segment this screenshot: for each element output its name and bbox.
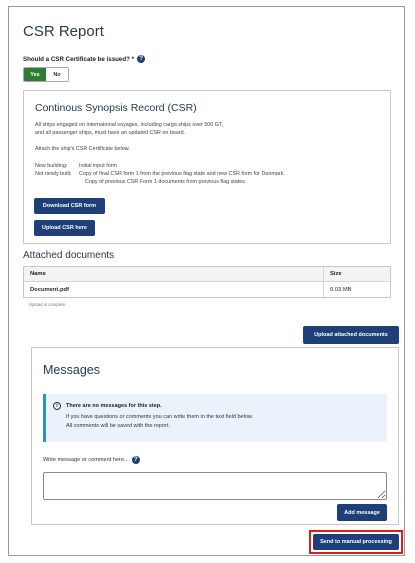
document-name[interactable]: Document.pdf xyxy=(24,282,324,297)
toggle-no-button[interactable]: No xyxy=(46,68,68,81)
certificate-question-label: Should a CSR Certificate be issued? * xyxy=(23,55,135,63)
question-circle-icon[interactable]: ? xyxy=(132,456,140,464)
no-messages-alert xyxy=(43,394,387,442)
info-circle-icon: i xyxy=(53,402,61,410)
csr-intro-line-1: All ships engaged on international voyages, including cargo ships over 500 GT, xyxy=(35,122,224,128)
not-newly-built-value-2: Copy of previous CSR Form 1 documents from previous flag states. xyxy=(85,179,247,185)
not-newly-built-label: Not newly built: xyxy=(35,171,72,177)
certificate-question xyxy=(23,55,145,63)
page-title: CSR Report xyxy=(23,23,104,40)
new-building-label: New building: xyxy=(35,163,68,169)
message-textarea[interactable] xyxy=(43,472,387,500)
download-csr-form-button[interactable]: Download CSR form xyxy=(34,198,105,214)
add-message-button[interactable]: Add message xyxy=(337,504,387,521)
upload-attached-documents-button[interactable]: Upload attached documents xyxy=(303,326,399,344)
upload-status-text: Upload is complete xyxy=(29,302,66,307)
csr-report-panel xyxy=(8,6,405,556)
toggle-yes-button[interactable]: Yes xyxy=(24,68,46,81)
messages-card xyxy=(31,347,399,525)
send-button-highlight xyxy=(309,530,403,554)
messages-title: Messages xyxy=(43,363,100,377)
message-field-label xyxy=(43,456,140,464)
message-label-text: Write message or comment here... xyxy=(43,457,129,463)
table-header-row xyxy=(24,267,390,282)
attached-documents-title: Attached documents xyxy=(23,250,115,261)
question-circle-icon[interactable]: ? xyxy=(137,55,145,63)
send-to-manual-processing-button[interactable]: Send to manual processing xyxy=(313,534,399,550)
csr-intro-line-2: and all passenger ships, must have an updated CSR on board. xyxy=(35,130,186,136)
column-header-name: Name xyxy=(24,267,324,281)
upload-csr-button[interactable]: Upload CSR here xyxy=(34,220,95,236)
attached-documents-table xyxy=(23,266,391,298)
new-building-value: Initial input form xyxy=(79,163,118,169)
csr-attach-text: Attach the ship's CSR Certificate below. xyxy=(35,146,130,152)
certificate-toggle xyxy=(23,67,69,82)
info-heading: There are no messages for this step. xyxy=(66,403,162,409)
csr-card-title: Continous Synopsis Record (CSR) xyxy=(35,102,197,114)
column-header-size: Size xyxy=(330,271,342,277)
not-newly-built-value-1: Copy of final CSR form 1 from the previous flag state and new CSR form for Denmark. xyxy=(79,171,285,177)
info-line-1: If you have questions or comments you can write them in the text field below. xyxy=(66,414,254,420)
info-line-2: All comments will be saved with the report. xyxy=(66,423,170,429)
document-size: 0.03 MB xyxy=(330,286,352,293)
csr-info-card xyxy=(23,90,391,244)
table-row[interactable] xyxy=(24,282,390,297)
